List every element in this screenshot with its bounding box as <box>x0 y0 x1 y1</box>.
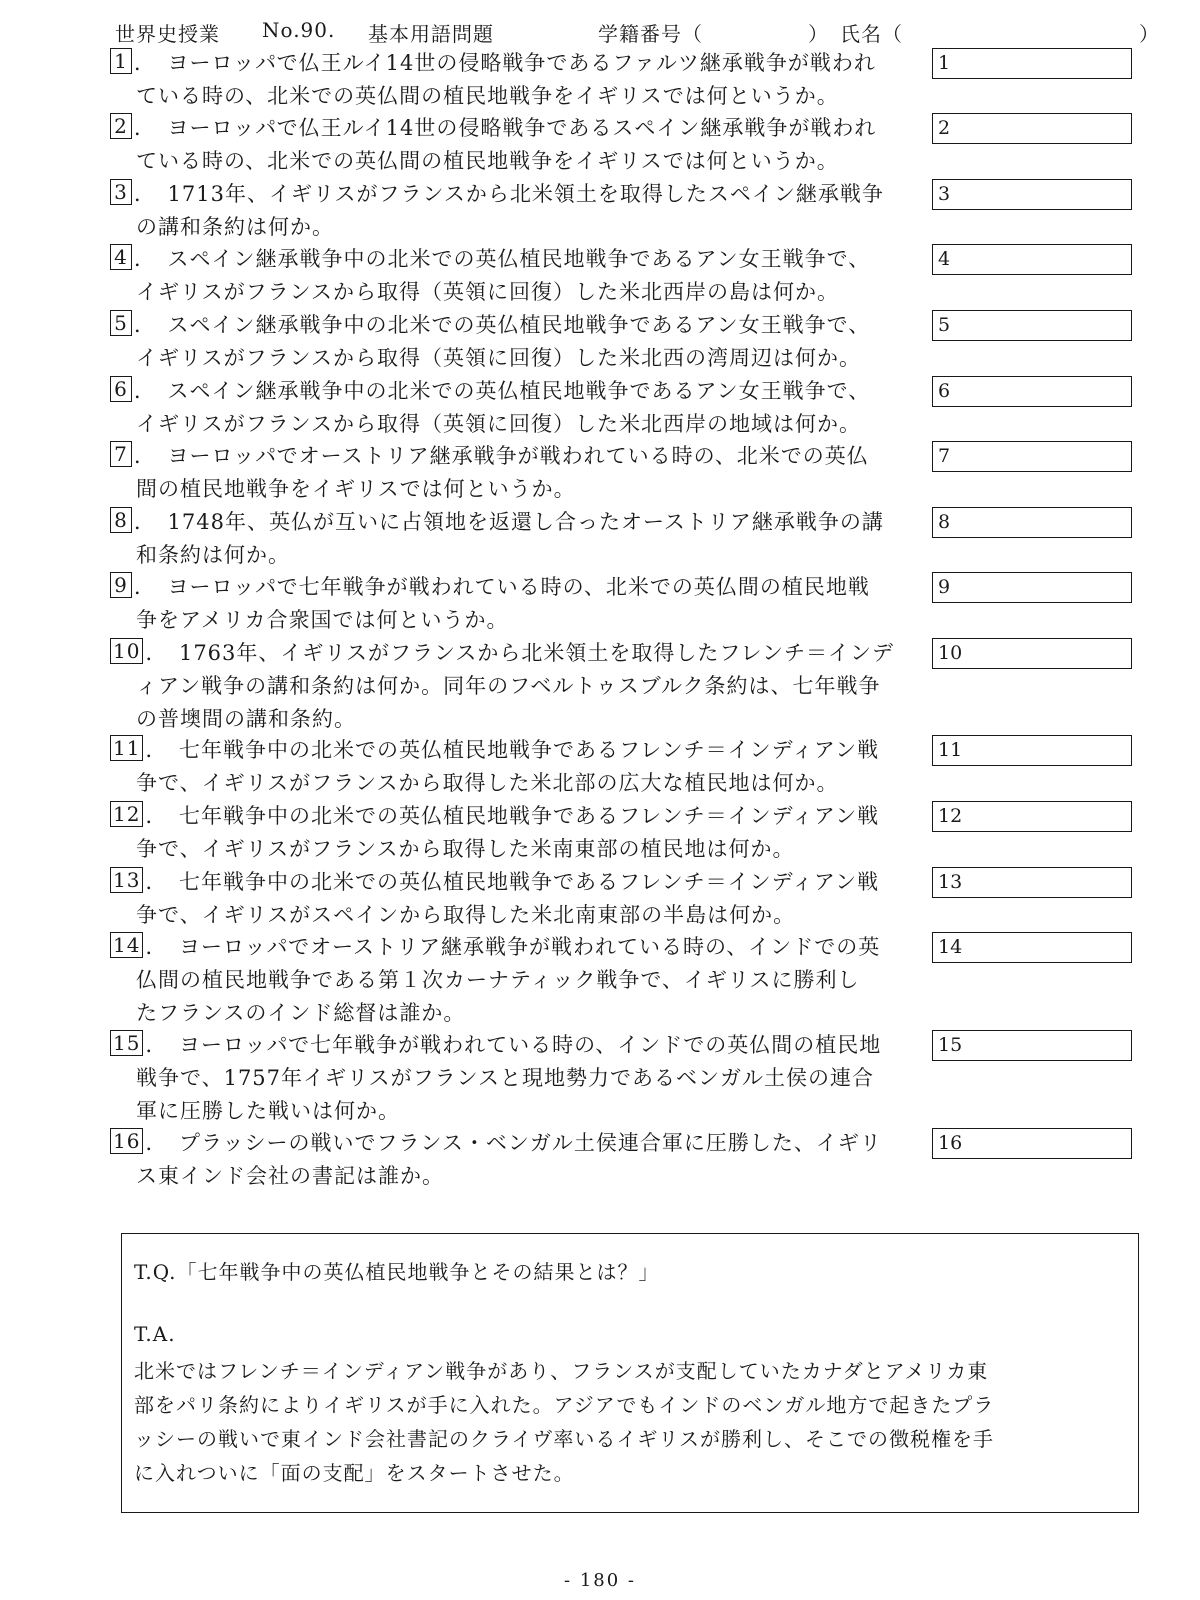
question-item <box>110 800 940 866</box>
question-text: ． 1713年、イギリスがフランスから北米領土を取得したスペイン継承戦争 <box>134 182 884 206</box>
question-text-line <box>110 571 940 604</box>
question-text-line <box>110 47 940 80</box>
question-number: 10 <box>110 638 143 664</box>
question-text-line <box>110 637 940 670</box>
question-number: 13 <box>110 867 143 893</box>
course-title: 世界史授業 <box>115 22 220 46</box>
question-text: 争で、イギリスがフランスから取得した米北部の広大な植民地は何か。 <box>136 771 839 795</box>
question-item <box>110 866 940 932</box>
question-text: ． 1748年、英仏が互いに占領地を返還し合ったオーストリア継承戦争の講 <box>134 510 884 534</box>
question-item <box>110 440 940 506</box>
question-text: イギリスがフランスから取得（英領に回復）した米北西の湾周辺は何か。 <box>136 346 861 370</box>
question-item <box>110 243 940 309</box>
question-number: 12 <box>110 801 143 827</box>
question-text: 和条約は何か。 <box>136 543 290 567</box>
question-text-line <box>110 408 940 441</box>
question-number: 3 <box>110 179 132 205</box>
tq-question: T.Q.「七年戦争中の英仏植民地戦争とその結果とは？」 <box>134 1260 660 1284</box>
tq-answer-line: 部をパリ条約によりイギリスが手に入れた。アジアでもインドのベンガル地方で起きたプラ <box>134 1393 995 1417</box>
question-text: ス東インド会社の書記は誰か。 <box>136 1164 444 1188</box>
page-number: - 180 - <box>564 1570 636 1591</box>
answer-box[interactable]: 11 <box>932 735 1132 766</box>
question-item <box>110 1029 940 1128</box>
question-text-line <box>110 1029 940 1062</box>
student-name-field[interactable]: 氏名（ <box>840 22 903 46</box>
question-number: 7 <box>110 441 132 467</box>
question-text-line <box>110 112 940 145</box>
question-text: ． 七年戦争中の北米での英仏植民地戦争であるフレンチ＝インディアン戦 <box>145 804 880 828</box>
question-item <box>110 47 940 113</box>
question-text: 軍に圧勝した戦いは何か。 <box>136 1099 400 1123</box>
worksheet-header <box>115 14 1160 46</box>
answer-box[interactable]: 15 <box>932 1030 1132 1061</box>
question-text: ている時の、北米での英仏間の植民地戦争をイギリスでは何というか。 <box>136 84 839 108</box>
question-item <box>110 309 940 375</box>
question-number: 15 <box>110 1030 143 1056</box>
question-text: ． ヨーロッパで仏王ルイ14世の侵略戦争であるファルツ継承戦争が戦われ <box>134 51 876 75</box>
question-item <box>110 178 940 244</box>
question-item <box>110 375 940 441</box>
question-text: ． 七年戦争中の北米での英仏植民地戦争であるフレンチ＝インディアン戦 <box>145 870 880 894</box>
question-text-line <box>110 178 940 211</box>
question-number: 5 <box>110 310 132 336</box>
question-text-line <box>110 931 940 964</box>
question-text: ． ヨーロッパで仏王ルイ14世の侵略戦争であるスペイン継承戦争が戦われ <box>134 116 877 140</box>
tq-answer-line: に入れついに「面の支配」をスタートさせた。 <box>134 1461 575 1485</box>
answer-box[interactable]: 8 <box>932 507 1132 538</box>
question-text: ． スペイン継承戦争中の北米での英仏植民地戦争であるアン女王戦争で、 <box>134 379 871 403</box>
question-text-line <box>110 211 940 244</box>
tq-answer-label: T.A. <box>134 1322 176 1346</box>
question-item <box>110 506 940 572</box>
tq-answer <box>134 1354 1129 1490</box>
question-text-line <box>110 342 940 375</box>
question-text: 仏間の植民地戦争である第１次カーナティック戦争で、イギリスに勝利し <box>136 968 860 992</box>
question-text: ． 七年戦争中の北米での英仏植民地戦争であるフレンチ＝インディアン戦 <box>145 738 880 762</box>
question-text-line <box>110 243 940 276</box>
tq-answer-line: ッシーの戦いで東インド会社書記のクライヴ率いるイギリスが勝利し、そこでの徴税権を手 <box>134 1427 994 1451</box>
answer-box[interactable]: 10 <box>932 638 1132 669</box>
answer-box[interactable]: 6 <box>932 376 1132 407</box>
answer-box[interactable]: 5 <box>932 310 1132 341</box>
question-text: ． ヨーロッパで七年戦争が戦われている時の、インドでの英仏間の植民地 <box>145 1033 882 1057</box>
question-number: 1 <box>110 48 132 74</box>
question-text: 争で、イギリスがフランスから取得した米南東部の植民地は何か。 <box>136 837 795 861</box>
question-text: の普墺間の講和条約。 <box>136 707 356 731</box>
question-text: の講和条約は何か。 <box>136 215 334 239</box>
question-text-line <box>110 604 940 637</box>
question-text: ． ヨーロッパでオーストリア継承戦争が戦われている時の、北米での英仏 <box>134 444 869 468</box>
question-text: 戦争で、1757年イギリスがフランスと現地勢力であるベンガル土侯の連合 <box>136 1066 874 1090</box>
tq-box <box>121 1233 1139 1513</box>
question-text-line <box>110 1127 940 1160</box>
question-text: たフランスのインド総督は誰か。 <box>136 1001 466 1025</box>
answer-box[interactable]: 16 <box>932 1128 1132 1159</box>
question-text: 争をアメリカ合衆国では何というか。 <box>136 608 509 632</box>
question-item <box>110 571 940 637</box>
question-text: ． ヨーロッパでオーストリア継承戦争が戦われている時の、インドでの英 <box>145 935 881 959</box>
question-text-line <box>110 767 940 800</box>
question-number: 9 <box>110 572 132 598</box>
question-text: ． 1763年、イギリスがフランスから北米領土を取得したフレンチ＝インデ <box>145 641 894 665</box>
question-text: 争で、イギリスがスペインから取得した米北南東部の半島は何か。 <box>136 903 796 927</box>
question-text: ィアン戦争の講和条約は何か。同年のフベルトゥスブルク条約は、七年戦争 <box>136 674 881 698</box>
question-text-line <box>110 375 940 408</box>
answer-box[interactable]: 14 <box>932 932 1132 963</box>
question-item <box>110 734 940 800</box>
answer-box[interactable]: 7 <box>932 441 1132 472</box>
worksheet-number: No.90. <box>262 18 336 42</box>
question-item <box>110 1127 940 1193</box>
question-text-line <box>110 309 940 342</box>
question-text: 間の植民地戦争をイギリスでは何というか。 <box>136 477 576 501</box>
question-number: 8 <box>110 507 132 533</box>
question-item <box>110 931 940 1030</box>
question-text-line <box>110 866 940 899</box>
question-text: ． スペイン継承戦争中の北米での英仏植民地戦争であるアン女王戦争で、 <box>134 313 871 337</box>
question-item <box>110 112 940 178</box>
answer-box[interactable]: 2 <box>932 113 1132 144</box>
answer-box[interactable]: 3 <box>932 179 1132 210</box>
question-text: イギリスがフランスから取得（英領に回復）した米北西岸の島は何か。 <box>136 280 839 304</box>
question-text: イギリスがフランスから取得（英領に回復）した米北西岸の地域は何か。 <box>136 412 861 436</box>
student-name-close: ） <box>1139 22 1160 46</box>
question-text-line <box>110 833 940 866</box>
question-text-line <box>110 734 940 767</box>
question-text-line <box>110 506 940 539</box>
question-number: 16 <box>110 1128 143 1154</box>
student-id-field[interactable]: 学籍番号（ ） <box>598 22 829 46</box>
question-number: 6 <box>110 376 132 402</box>
question-number: 14 <box>110 932 143 958</box>
question-text-line <box>110 80 940 113</box>
question-number: 11 <box>110 735 143 761</box>
question-text-line <box>110 800 940 833</box>
question-text-line <box>110 1160 940 1193</box>
question-text-line <box>110 473 940 506</box>
question-text-line <box>110 276 940 309</box>
question-text-line <box>110 145 940 178</box>
answer-box[interactable]: 9 <box>932 572 1132 603</box>
question-text-line <box>110 997 940 1030</box>
question-text: ． スペイン継承戦争中の北米での英仏植民地戦争であるアン女王戦争で、 <box>134 247 871 271</box>
tq-answer-line: 北米ではフレンチ＝インディアン戦争があり、フランスが支配していたカナダとアメリカ東 <box>134 1359 989 1383</box>
question-text-line <box>110 703 940 736</box>
question-number: 2 <box>110 113 132 139</box>
answer-box[interactable]: 4 <box>932 244 1132 275</box>
question-text-line <box>110 539 940 572</box>
question-text: ． プラッシーの戦いでフランス・ベンガル土侯連合軍に圧勝した、イギリ <box>145 1131 882 1155</box>
question-text-line <box>110 670 940 703</box>
question-text-line <box>110 1095 940 1128</box>
worksheet-type: 基本用語問題 <box>368 22 494 46</box>
question-number: 4 <box>110 244 132 270</box>
question-text-line <box>110 899 940 932</box>
question-text-line <box>110 440 940 473</box>
answer-box[interactable]: 1 <box>932 48 1132 79</box>
question-text: ている時の、北米での英仏間の植民地戦争をイギリスでは何というか。 <box>136 149 839 173</box>
question-text: ． ヨーロッパで七年戦争が戦われている時の、北米での英仏間の植民地戦 <box>134 575 870 599</box>
question-item <box>110 637 940 736</box>
question-text-line <box>110 964 940 997</box>
answer-box[interactable]: 13 <box>932 867 1132 898</box>
question-text-line <box>110 1062 940 1095</box>
answer-box[interactable]: 12 <box>932 801 1132 832</box>
